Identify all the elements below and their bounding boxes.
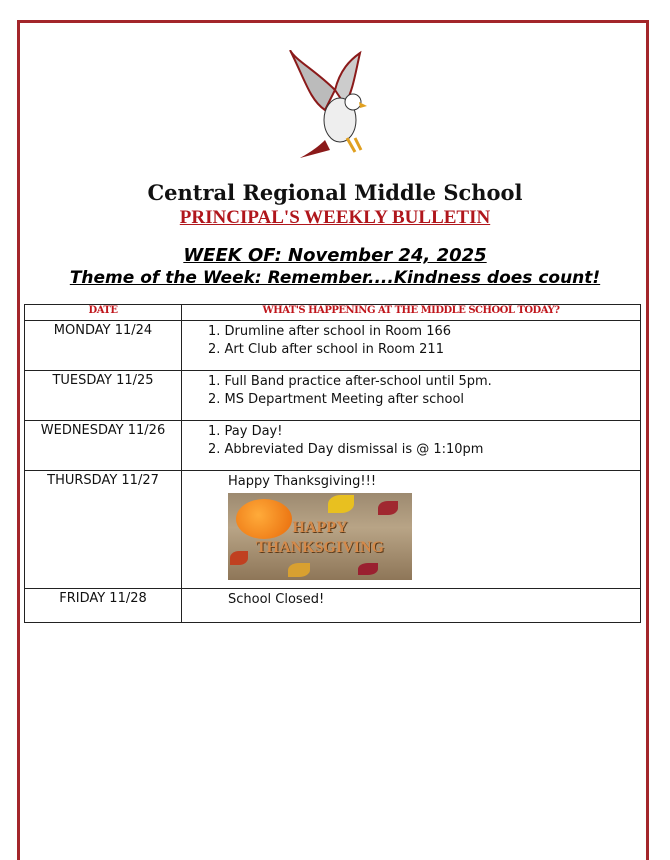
image-text-happy: HAPPY: [292, 519, 348, 536]
thanksgiving-image: [228, 493, 412, 580]
table-row: [25, 421, 641, 471]
list-item: 1. Full Band practice after-school until 5pm.: [208, 374, 492, 389]
table-header: [25, 305, 641, 321]
table-row: [25, 371, 641, 421]
header-happening: WHAT'S HAPPENING AT THE MIDDLE SCHOOL TODAY?: [182, 305, 641, 321]
schedule-table: [24, 304, 641, 623]
row-date: WEDNESDAY 11/26: [25, 421, 182, 471]
row-date: MONDAY 11/24: [25, 321, 182, 371]
list-item: 2. Abbreviated Day dismissal is @ 1:10pm: [208, 442, 484, 457]
list-item: 1. Pay Day!: [208, 424, 283, 439]
row-text: Happy Thanksgiving!!!: [228, 474, 377, 489]
table-row: [25, 589, 641, 623]
week-of: WEEK OF: November 24, 2025: [183, 245, 487, 266]
list-item: 2. MS Department Meeting after school: [208, 392, 465, 407]
row-date: THURSDAY 11/27: [25, 471, 182, 589]
school-name: Central Regional Middle School: [147, 180, 523, 205]
table-row: [25, 471, 641, 589]
row-date: TUESDAY 11/25: [25, 371, 182, 421]
table-row: [25, 321, 641, 371]
header-date: DATE: [25, 305, 182, 321]
image-text-thanksgiving: THANKSGIVING: [255, 539, 385, 556]
row-text: School Closed!: [228, 592, 325, 607]
list-item: 2. Art Club after school in Room 211: [208, 342, 444, 357]
list-item: 1. Drumline after school in Room 166: [208, 324, 452, 339]
theme-of-week: Theme of the Week: Remember....Kindness does count!: [69, 268, 601, 288]
eagle-mascot-logo: [285, 50, 380, 160]
row-date: FRIDAY 11/28: [25, 589, 182, 623]
bulletin-title: PRINCIPAL'S WEEKLY BULLETIN: [179, 207, 491, 228]
